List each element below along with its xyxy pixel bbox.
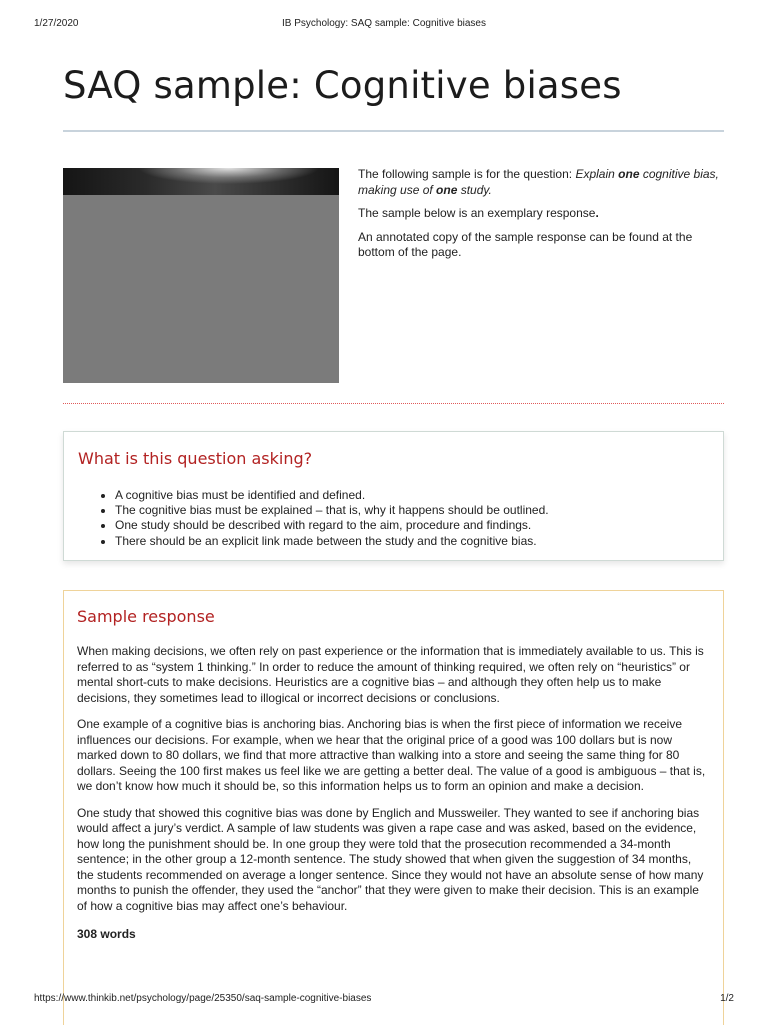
hero-image-light-band xyxy=(63,168,339,195)
list-item: • One study should be described with regard to the aim, procedure and findings. xyxy=(115,518,549,533)
intro-question: The following sample is for the question: Explain one cognitive bias, making use of one study. xyxy=(358,167,719,197)
page-title: SAQ sample: Cognitive biases xyxy=(63,64,622,107)
title-divider xyxy=(63,130,724,132)
intro-text xyxy=(358,167,728,269)
sample-paragraph: One study that showed this cognitive bias was done by Englich and Mussweiler. They wanted to see if anchoring bias would affect a jury’s verdict. A sample of law students was given a rape case and was asked, based on the evidence, how long the punishment should be. In one group they were told that the prosecution recommended a 34-month sentence; in the other group a 12-month sentence. The study showed that when given the suggestion of 34 months, the students recommended on average a longer sentence. Since they would not have an absolute sense of how many months to punish the offender, they used the “anchor” that they were given to make their decision. This is an example of how a cognitive bias may affect one’s behaviour. xyxy=(77,805,704,913)
intro-exemplary: The sample below is an exemplary response. xyxy=(358,206,599,220)
print-url: https://www.thinkib.net/psychology/page/25350/saq-sample-cognitive-biases xyxy=(34,993,372,1004)
sample-response-box xyxy=(63,590,724,1025)
question-list xyxy=(101,488,549,549)
word-count: 308 words xyxy=(77,927,136,941)
list-item: • There should be an explicit link made between the study and the cognitive bias. xyxy=(115,534,549,549)
print-page-number: 1/2 xyxy=(720,993,734,1004)
list-item: • The cognitive bias must be explained – that is, why it happens should be outlined. xyxy=(115,503,549,518)
list-item: • A cognitive bias must be identified and defined. xyxy=(115,488,549,503)
print-page-title: IB Psychology: SAQ sample: Cognitive biases xyxy=(282,18,486,29)
section-divider xyxy=(63,403,724,404)
question-heading: What is this question asking? xyxy=(78,449,313,468)
hero-image xyxy=(63,168,339,383)
sample-paragraph: One example of a cognitive bias is anchoring bias. Anchoring bias is when the first piece of information we receive influences our decisions. For example, when we hear that the original price of a good was 100 dollars but is now marked down to 80 dollars, we find that more attractive than walking into a store and seeing the same thing for 80 dollars. Seeing the 100 first makes us feel like we are getting a better deal. The value of a good is ambiguous – that is, we don’t know how much it should be, so this information helps us to form an opinion and make a decision. xyxy=(77,717,706,793)
sample-heading: Sample response xyxy=(77,607,215,626)
print-date: 1/27/2020 xyxy=(34,18,79,29)
intro-annotated: An annotated copy of the sample response can be found at the bottom of the page. xyxy=(358,229,693,259)
sample-body xyxy=(77,644,709,954)
print-header xyxy=(34,18,734,32)
question-box xyxy=(63,431,724,561)
sample-paragraph: When making decisions, we often rely on past experience or the information that is immediately available to us. This is referred to as “system 1 thinking.” In order to reduce the amount of thinking required, we often rely on “heuristics” or mental short-cuts to make decisions. Heuristics are a cognitive bias – and although they often help us to make decisions, they sometimes lead to illogical or incorrect decisions or conclusions. xyxy=(77,644,704,705)
print-footer xyxy=(34,993,734,1007)
